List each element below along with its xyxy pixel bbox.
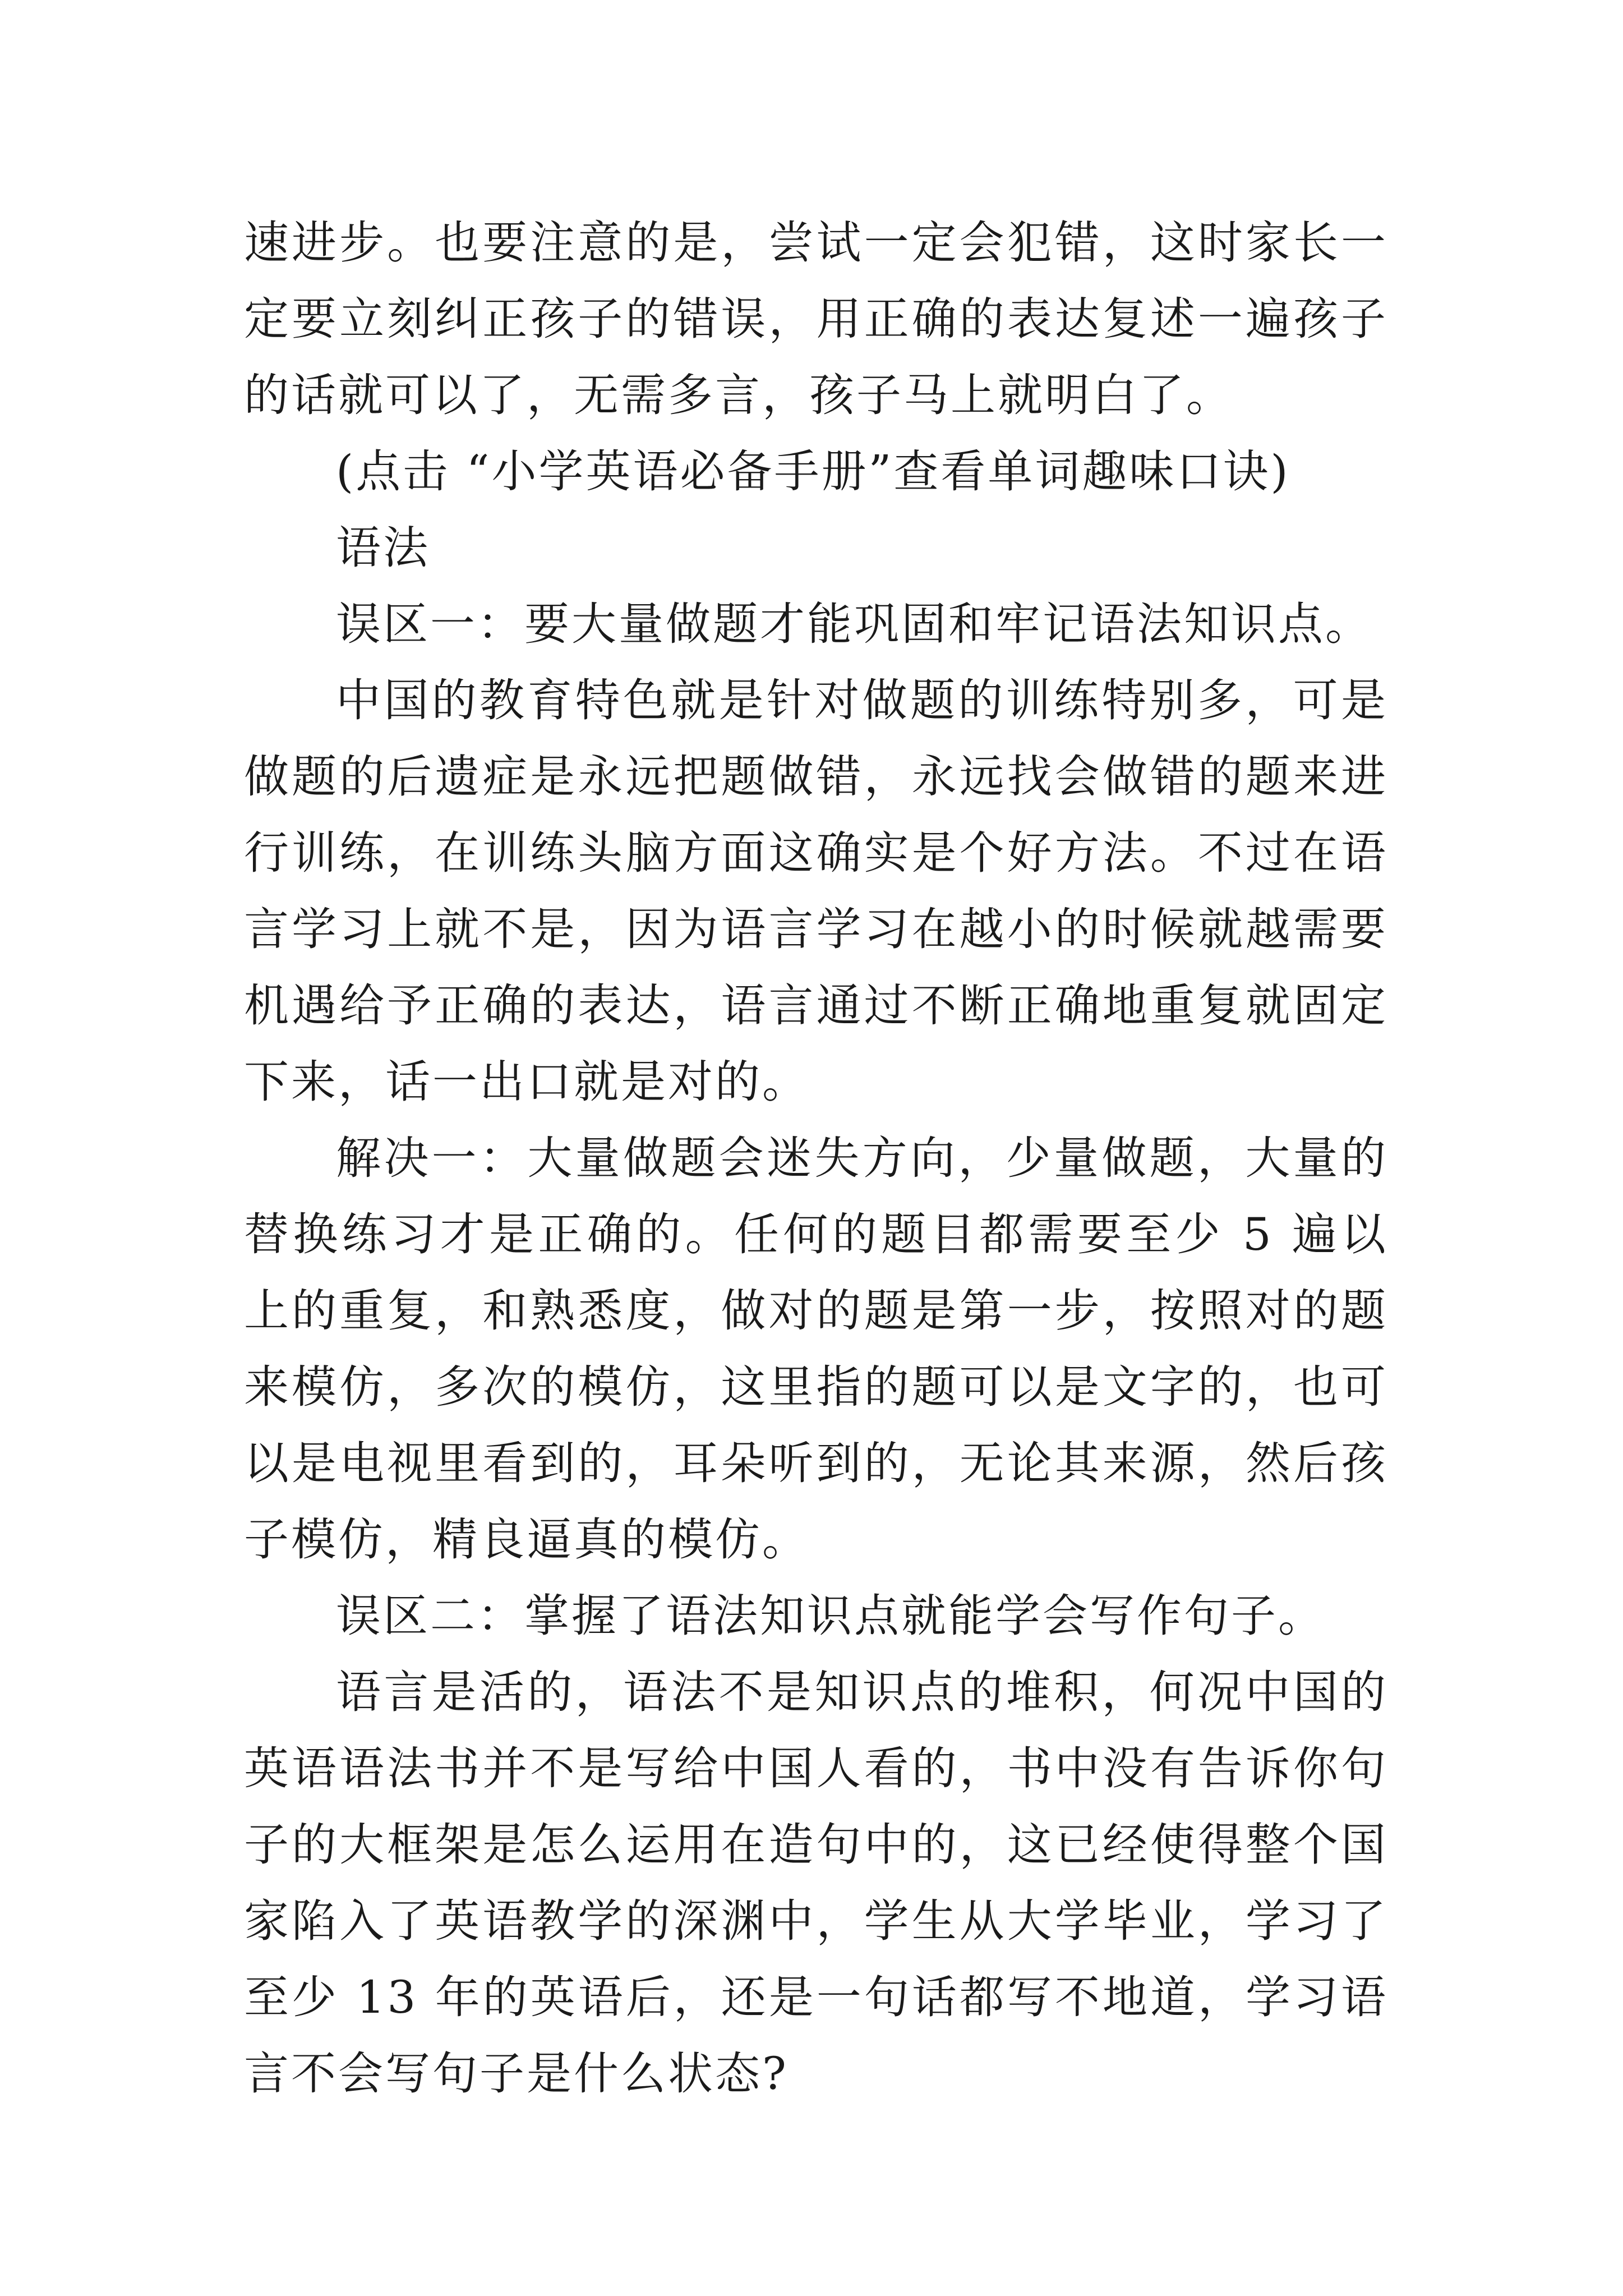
paragraph-link-note: (点击 “小学英语必备手册”查看单词趣味口诀): [336, 445, 1290, 498]
misconception-one-body: 中国的教育特色就是针对做题的训练特别多，可是做题的后遗症是永远把题做错，永远找会做错的题来进行训练，在训练头脑方面这确实是个好方法。不过在语言学习上就不是，因为语言学习在越小的时候就越需要机遇给予正确的表达，语言通过不断正确地重复就固定下来，话一出口就是对的。: [244, 674, 1388, 1108]
solution-one-body: 解决一：大量做题会迷失方向，少量做题，大量的替换练习才是正确的。任何的题目都需要至少 5 遍以上的重复，和熟悉度，做对的题是第一步，按照对的题来模仿，多次的模仿，这里指的题可以是文字的，也可以是电视里看到的，耳朵听到的，无论其来源，然后孩子模仿，精良逼真的模仿。: [244, 1132, 1388, 1566]
misconception-two-heading: 误区二：掌握了语法知识点就能学会写作句子。: [336, 1590, 1325, 1642]
paragraph-continuation: 速进步。也要注意的是，尝试一定会犯错，这时家长一定要立刻纠正孩子的错误，用正确的表达复述一遍孩子的话就可以了，无需多言，孩子马上就明白了。: [244, 217, 1388, 421]
section-heading-grammar: 语法: [336, 522, 430, 574]
misconception-one-heading: 误区一：要大量做题才能巩固和牢记语法知识点。: [336, 598, 1372, 650]
misconception-two-body: 语言是活的，语法不是知识点的堆积，何况中国的英语语法书并不是写给中国人看的，书中没有告诉你句子的大框架是怎么运用在造句中的，这已经使得整个国家陷入了英语教学的深渊中，学生从大学毕业，学习了至少 13 年的英语后，还是一句话都写不地道，学习语言不会写句子是什么状态?: [244, 1666, 1388, 2100]
document-body: [244, 205, 1388, 2112]
